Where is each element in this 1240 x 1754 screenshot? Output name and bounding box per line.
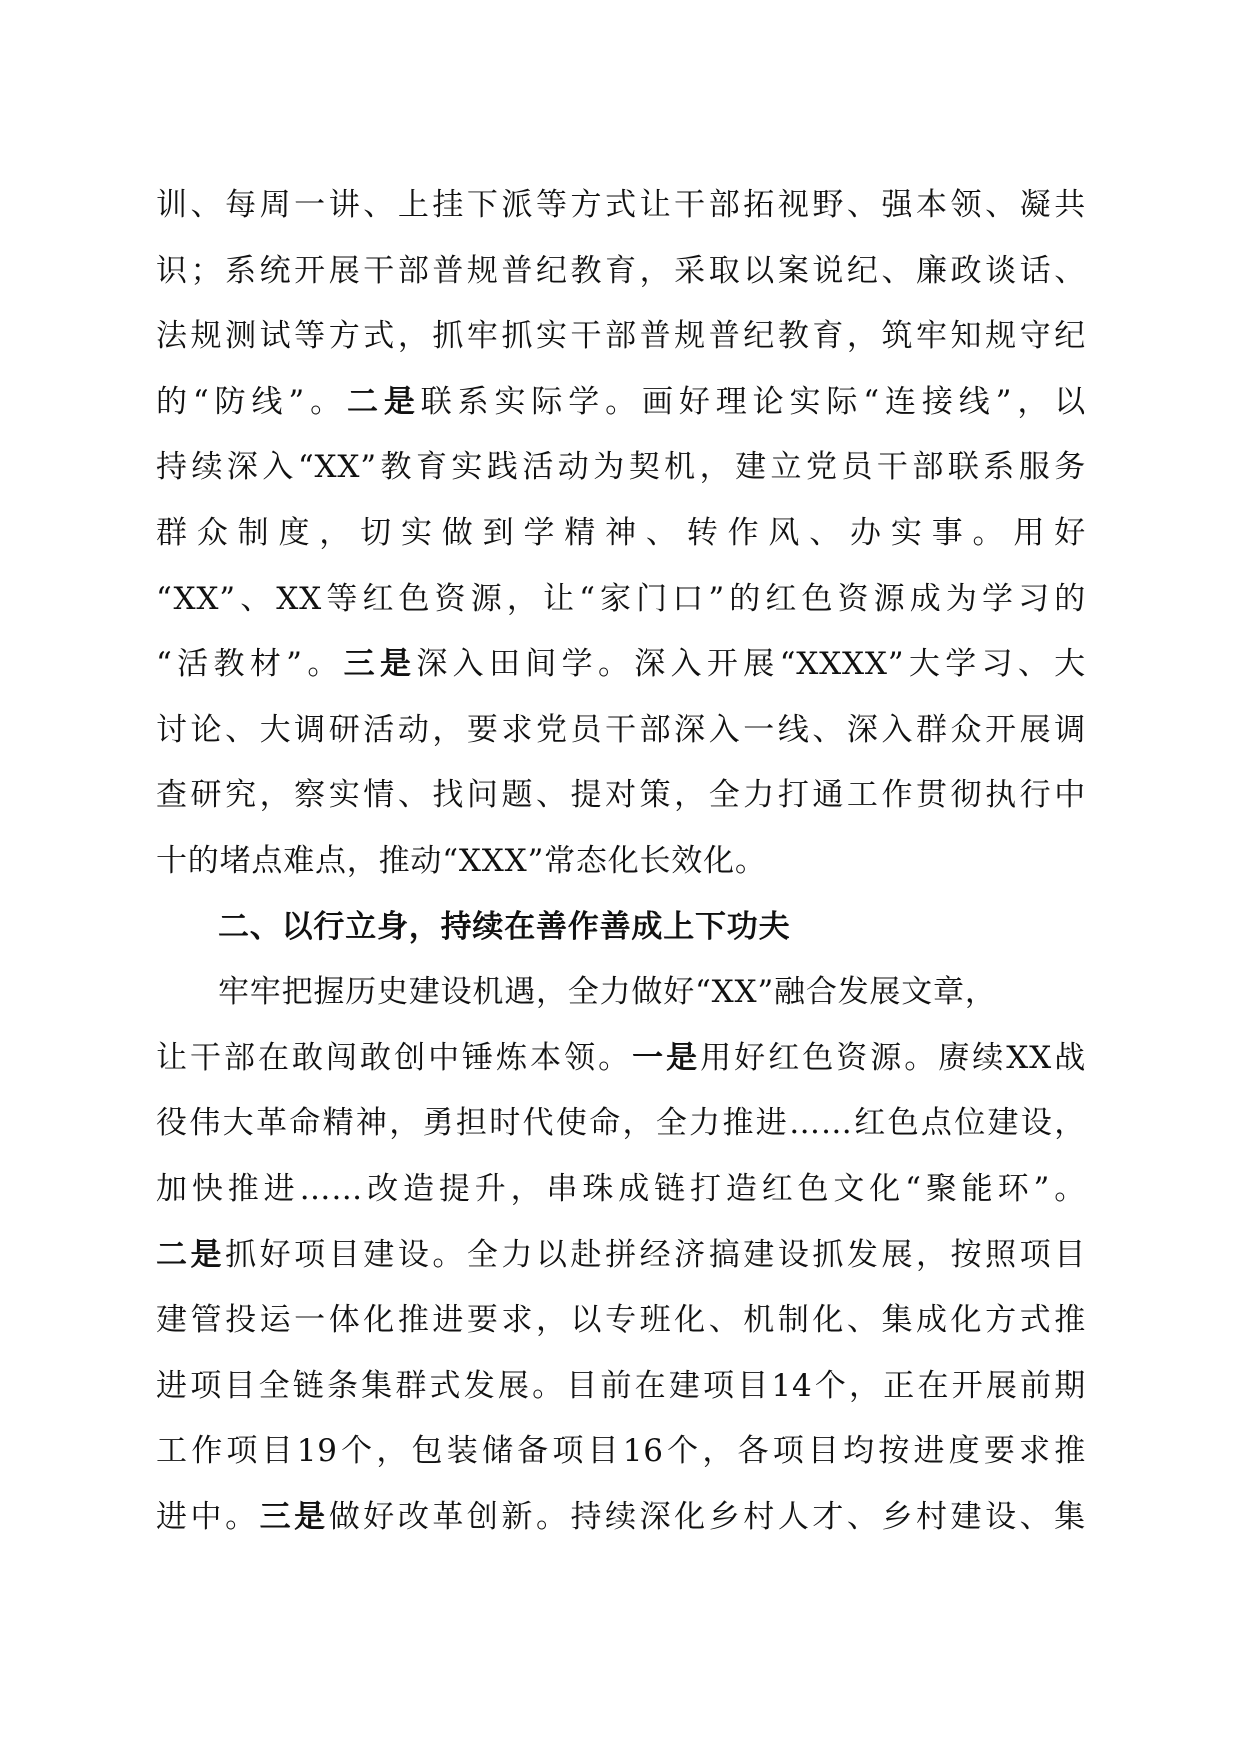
body-line: 加快推进……改造提升，串珠成链打造红色文化“聚能环”。 [156, 1170, 1086, 1207]
body-line: 工作项目19个，包装储备项目16个，各项目均按进度要求推 [156, 1433, 1086, 1470]
line-text: 的“防线”。 [156, 383, 347, 420]
body-line: 十的堵点难点，推动“XXX”常态化长效化。 [156, 842, 767, 879]
body-line: 进项目全链条集群式发展。目前在建项目14个，正在开展前期 [156, 1367, 1086, 1404]
bold-marker: 一是 [632, 1039, 701, 1076]
bold-marker: 三是 [259, 1498, 329, 1535]
body-line: 群众制度，切实做到学精神、转作风、办实事。用好 [156, 514, 1086, 551]
body-line: 讨论、大调研活动，要求党员干部深入一线、深入群众开展调 [156, 711, 1086, 748]
line-text: 用好红色资源。赓续XX战 [700, 1039, 1087, 1076]
bold-marker: 二是 [156, 1236, 226, 1273]
body-line: 查研究，察实情、找问题、提对策，全力打通工作贯彻执行中 [156, 777, 1086, 814]
body-line [156, 1038, 1086, 1104]
line-text: 抓好项目建设。全力以赴拼经济搞建设抓发展，按照项目 [225, 1236, 1086, 1273]
line-text: 做好改革创新。持续深化乡村人才、乡村建设、集 [328, 1498, 1086, 1535]
section-heading: 二、以行立身，持续在善作善成上下功夫 [218, 908, 791, 945]
line-text: 深入田间学。深入开展“XXXX”大学习、大 [416, 646, 1086, 683]
bold-marker: 三是 [343, 646, 417, 683]
body-line [156, 382, 1086, 448]
body-line: 法规测试等方式，抓牢抓实干部普规普纪教育，筑牢知规守纪 [156, 318, 1086, 355]
body-line: 识；系统开展干部普规普纪教育，采取以案说纪、廉政谈话、 [156, 252, 1086, 289]
body-line [156, 644, 1086, 710]
body-line: 役伟大革命精神，勇担时代使命，全力推进……红色点位建设， [156, 1105, 1086, 1142]
document-body [156, 185, 1086, 1562]
line-text: 联系实际学。画好理论实际“连接线”，以 [420, 383, 1087, 420]
bold-marker: 二是 [346, 383, 421, 420]
line-text: 让干部在敢闯敢创中锤炼本领。 [156, 1039, 633, 1076]
body-line [156, 1235, 1086, 1301]
body-line [156, 1497, 1086, 1563]
body-line: “XX”、XX等红色资源，让“家门口”的红色资源成为学习的 [156, 580, 1086, 617]
body-line: 建管投运一体化推进要求，以专班化、机制化、集成化方式推 [156, 1302, 1086, 1339]
line-text: “活教材”。 [156, 646, 344, 683]
line-text: 进中。 [156, 1498, 260, 1535]
body-line: 牢牢把握历史建设机遇，全力做好“XX”融合发展文章， [218, 974, 997, 1011]
body-line: 训、每周一讲、上挂下派等方式让干部拓视野、强本领、凝共 [156, 187, 1086, 223]
body-line: 持续深入“XX”教育实践活动为契机，建立党员干部联系服务 [156, 449, 1086, 486]
